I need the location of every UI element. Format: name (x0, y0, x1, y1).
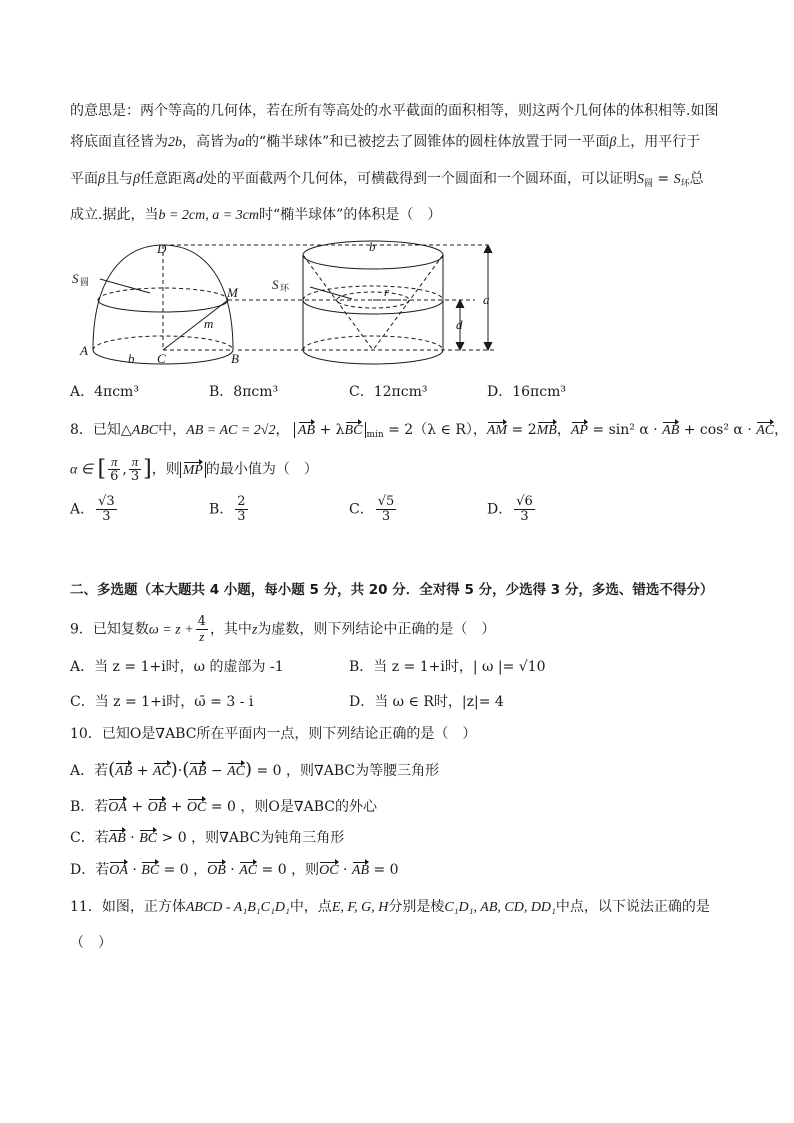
fig-label-m: m (204, 316, 214, 331)
fig-label-r: r (384, 284, 390, 299)
q7-line-1: 的意思是：两个等高的几何体，若在所有等高处的水平截面的面积相等，则这两个几何体的体积相等.如图 (70, 103, 719, 119)
fig-label-S-circle-sub: 圆 (80, 277, 90, 287)
q7-option-c[interactable]: C．12πcm³ (349, 384, 428, 400)
q9-option-c[interactable]: C．当 z = 1+i时，ω̄ = 3 - i (70, 694, 254, 710)
q9-option-d[interactable]: D．当 ω ∈ R时，|z|= 4 (349, 694, 504, 710)
fig-label-S-ring: S (272, 277, 279, 292)
q7-option-a[interactable]: A．4πcm³ (70, 384, 139, 400)
fig-label-b-right: b (369, 239, 376, 254)
fig-label-d: d (456, 317, 463, 332)
fig-label-M: M (227, 285, 238, 300)
q8-line-1: 8．已知△ABC中，AB = AC = 2√2， AB + λBC $_{min}$ = 2（λ ∈ R），AM = 2MB，AP = sin² α · AB + cos² α · AC， (70, 422, 789, 440)
q8-option-b[interactable]: B． $\frac{2}{3}$ (209, 494, 246, 524)
q7-option-d[interactable]: D．16πcm³ (487, 384, 566, 400)
q8-option-c[interactable]: C． $\frac{√5}{3}$ (349, 494, 395, 524)
section-2-title: 二、多选题（本大题共 4 小题，每小题 5 分，共 20 分．全对得 5 分，少选得 3 分，多选、错选不得分） (70, 582, 714, 598)
q11-line-1: 11．如图，正方体ABCD - A₁B₁C₁D₁中，点E, F, G, H分别是棱C₁D₁, AB, CD, DD₁中点，以下说法正确的是 (70, 899, 710, 915)
q7-line-2: 将底面直径皆为2b，高皆为a的“椭半球体”和已被挖去了圆锥体的圆柱体放置于同一平面β上，用平行于 (70, 134, 701, 150)
fig-label-C: C (157, 351, 166, 366)
fig-label-b-left: b (128, 351, 135, 366)
fig-label-B: B (231, 351, 239, 366)
q9-option-a[interactable]: A．当 z = 1+i时，ω 的虚部为 -1 (70, 659, 284, 675)
q10-option-b[interactable]: B．若OA + OB + OC = 0 ，则O是∇ABC的外心 (70, 797, 377, 818)
q8-option-d[interactable]: D． $\frac{√6}{3}$ (487, 494, 533, 524)
fig-label-S-circle: S (72, 271, 79, 286)
q7-line-3: 平面β且与β任意距离d处的平面截两个几何体，可横截得到一个圆面和一个圆环面，可以证明$S_圆 = S_环$总 (70, 171, 704, 189)
q7-line-4: 成立.据此，当b = 2cm, a = 3cm时“椭半球体”的体积是（ ） (70, 207, 442, 223)
fig-label-S-ring-sub: 环 (280, 283, 290, 293)
q8-option-a[interactable]: A． $\frac{√3}{3}$ (70, 494, 115, 524)
q7-figure (0, 235, 794, 395)
fig-label-D: D (157, 241, 167, 256)
q10-option-c[interactable]: C．若AB · BC > 0 ，则∇ABC为钝角三角形 (70, 828, 344, 849)
fig-label-a: a (483, 292, 490, 307)
q7-option-b[interactable]: B．8πcm³ (209, 384, 279, 400)
q10-option-d[interactable]: D．若OA · BC = 0 ，OB · AC = 0 ，则OC · AB = 0 (70, 860, 399, 881)
q11-line-2: （ ） (70, 935, 112, 951)
q8-line-2: α ∈ [ $\frac{\pi}{6}$ , $\frac{\pi}{3}$ ]，则 MP 的最小值为（ ） (70, 454, 318, 484)
q9-option-b[interactable]: B．当 z = 1+i时，| ω |= √10 (349, 659, 546, 675)
q10-stem: 10．已知O是∇ABC所在平面内一点，则下列结论正确的是（ ） (70, 726, 477, 742)
fig-label-A: A (80, 343, 88, 358)
q9-stem: 9．已知复数ω = z + $\frac{4}{z}$ ，其中z为虚数，则下列结论中正确的是（ ） (70, 614, 496, 644)
q10-option-a[interactable]: A．若(AB + AC)·(AB − AC) = 0 ，则∇ABC为等腰三角形 (70, 759, 440, 780)
